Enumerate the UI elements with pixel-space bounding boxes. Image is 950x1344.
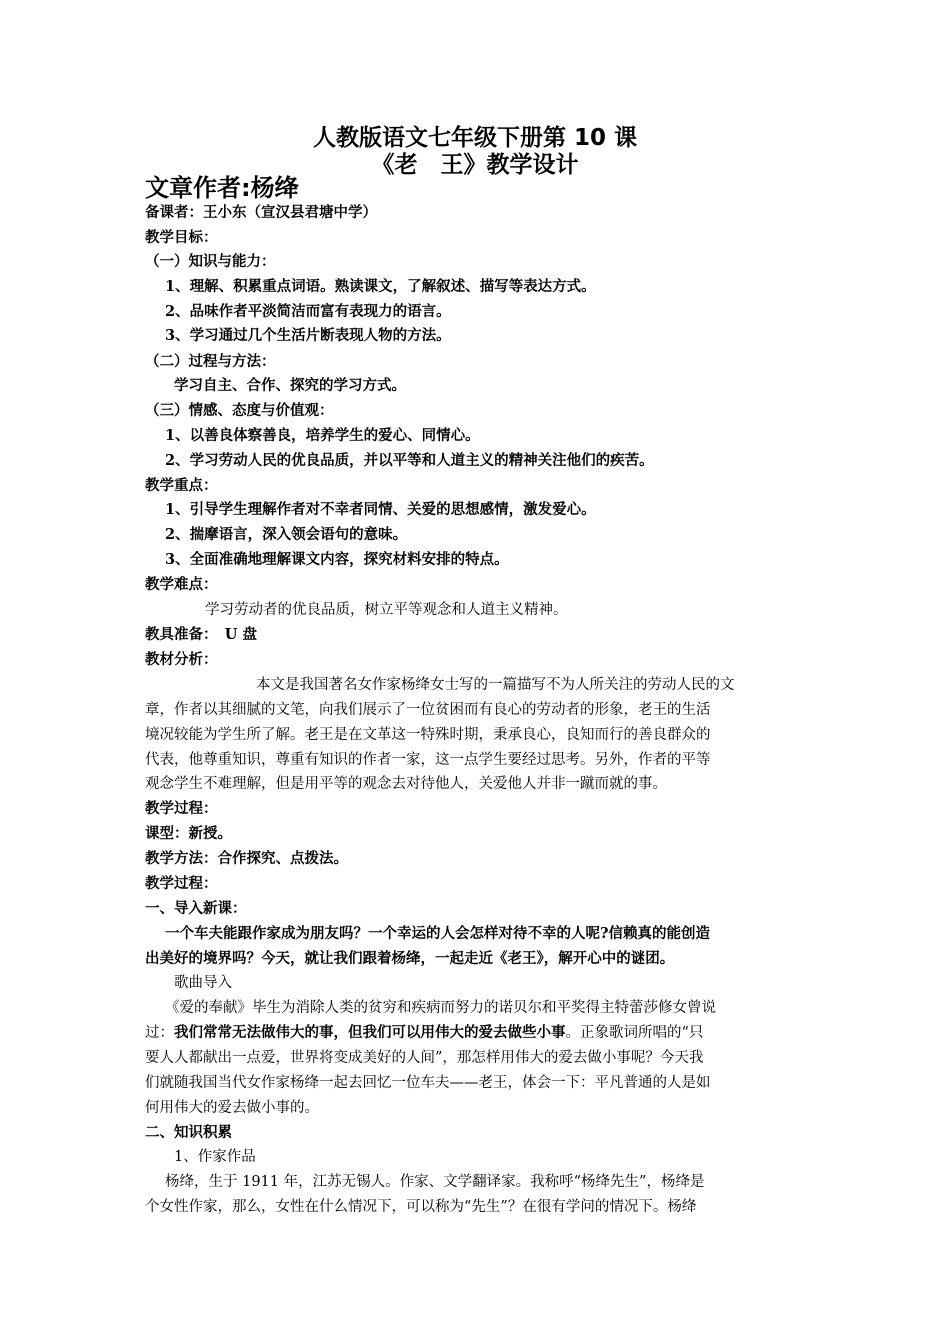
song-label: 歌曲导入 [174, 975, 232, 991]
song-paragraph-line: 们就随我国当代女作家杨绛一起去回忆一位车夫——老王，体会一下：平凡普通的人是如 [145, 1075, 711, 1091]
document-title-line2: 《老 王》教学设计 [371, 152, 579, 178]
author-bio-line: 杨绛，生于 1911 年，江苏无锡人。作家、文学翻译家。我称呼“杨绛先生”，杨绛是 [165, 1174, 705, 1190]
emotion-heading: （三）情感、态度与价值观： [145, 402, 334, 419]
document-title-line1: 人教版语文七年级下册第 10 课 [312, 125, 638, 151]
intro-line: 出美好的境界吗？今天，就让我们跟着杨绛，一起走近《老王》，解开心中的谜团。 [145, 950, 675, 967]
analysis-line: 章，作者以其细腻的文笔，向我们展示了一位贫困而有良心的劳动者的形象，老王的生活 [145, 702, 711, 718]
song-paragraph-line: 《爱的奉献》毕生为消除人类的贫穷和疾病而努力的诺贝尔和平奖得主特蕾莎修女曾说 [165, 1000, 716, 1016]
preparer-line: 备课者：王小东（宣汉县君塘中学） [145, 204, 377, 221]
teaching-method: 教学方法：合作探究、点拨法。 [145, 850, 348, 867]
intro-line: 一个车夫能跟作家成为朋友吗？一个幸运的人会怎样对待不幸的人呢?信赖真的能创造 [165, 925, 710, 942]
author-bio-line: 个女性作家，那么，女性在什么情况下，可以称为“先生”？在很有学问的情况下。杨绛 [145, 1199, 697, 1215]
section1-heading: 一、导入新课： [145, 900, 247, 917]
quote-bold: 我们常常无法做伟大的事，但我们可以用伟大的爱去做些小事 [174, 1024, 566, 1041]
analysis-line: 境况较能为学生所了解。老王是在文革这一特殊时期，秉承良心，良知而行的善良群众的 [145, 727, 711, 743]
analysis-line: 本文是我国著名女作家杨绛女士写的一篇描写不为人所关注的劳动人民的文 [256, 677, 735, 693]
process-method-heading: （二）过程与方法： [145, 353, 276, 370]
knowledge-item: 2、品味作者平淡简洁而富有表现力的语言。 [165, 303, 451, 320]
section2-heading: 二、知识积累 [145, 1124, 232, 1141]
analysis-heading: 教材分析： [145, 651, 218, 668]
key-point-item: 1、引导学生理解作者对不幸者同情、关爱的思想感情，激发爱心。 [165, 501, 596, 518]
key-point-item: 2、揣摩语言，深入领会语句的意味。 [165, 526, 408, 543]
key-points-heading: 教学重点： [145, 477, 218, 494]
song-text: 过： [145, 1025, 174, 1041]
analysis-line: 观念学生不难理解，但是用平等的观念去对待他人，关爱他人并非一蹴而就的事。 [145, 776, 667, 792]
emotion-item: 2、学习劳动人民的优良品质，并以平等和人道主义的精神关注他们的疾苦。 [165, 452, 654, 469]
objectives-heading: 教学目标： [145, 229, 218, 246]
difficulties-heading: 教学难点： [145, 576, 218, 593]
emotion-item: 1、以善良体察善良，培养学生的爱心、同情心。 [165, 427, 480, 444]
author-heading: 文章作者:杨绛 [145, 174, 299, 202]
knowledge-item: 3、学习通过几个生活片断表现人物的方法。 [165, 327, 451, 344]
song-paragraph-line: 要人人都献出一点爱，世界将变成美好的人间”，那怎样用伟大的爱去做小事呢？今天我 [145, 1050, 704, 1066]
difficulties-text: 学习劳动者的优良品质，树立平等观念和人道主义精神。 [205, 602, 568, 618]
knowledge-heading: （一）知识与能力： [145, 253, 276, 270]
process-method-item: 学习自主、合作、探究的学习方式。 [174, 377, 406, 394]
key-point-item: 3、全面准确地理解课文内容，探究材料安排的特点。 [165, 551, 509, 568]
process-heading-2: 教学过程： [145, 875, 218, 892]
song-paragraph-line: 何用伟大的爱去做小事的。 [145, 1100, 319, 1116]
section2-subheading: 1、作家作品 [174, 1149, 256, 1165]
analysis-line: 代表，他尊重知识，尊重有知识的作者一家，这一点学生要经过思考。另外，作者的平等 [145, 752, 711, 768]
process-heading: 教学过程： [145, 800, 218, 817]
song-text: 。正象歌词所唱的“只 [565, 1025, 704, 1041]
knowledge-item: 1、理解、积累重点词语。熟读课文，了解叙述、描写等表达方式。 [165, 278, 596, 295]
song-paragraph-line [145, 1023, 703, 1043]
tools-line: 教具准备： U 盘 [145, 626, 257, 643]
lesson-type: 课型：新授。 [145, 825, 232, 842]
